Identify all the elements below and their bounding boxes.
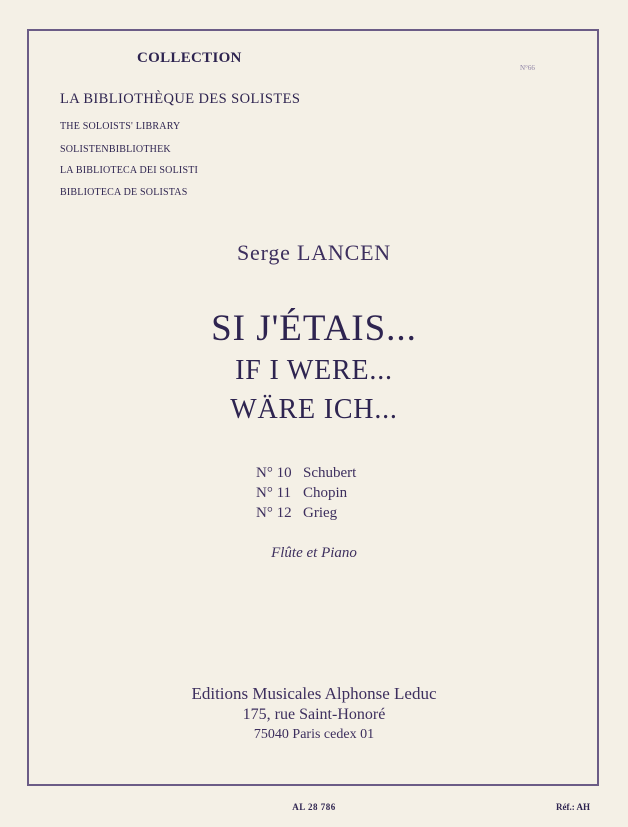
series-translation-es: BIBLIOTECA DE SOLISTAS: [60, 187, 188, 198]
list-item: [256, 463, 356, 483]
piece-number: N° 12: [256, 505, 292, 521]
series-title: LA BIBLIOTHÈQUE DES SOLISTES: [60, 91, 301, 107]
collection-label: COLLECTION: [137, 50, 242, 66]
instrumentation: Flûte et Piano: [271, 545, 357, 561]
piece-name: Grieg: [303, 505, 338, 521]
title-english: IF I WERE...: [235, 355, 393, 386]
series-translation-en: THE SOLOISTS' LIBRARY: [60, 121, 181, 132]
edition-number: N°66: [520, 64, 535, 72]
publisher-block: [0, 683, 628, 744]
publisher-address: 175, rue Saint-Honoré: [242, 706, 386, 723]
series-translation-de: SOLISTENBIBLIOTHEK: [60, 144, 171, 155]
piece-number: N° 10: [256, 465, 292, 481]
series-translation-it: LA BIBLIOTECA DEI SOLISTI: [60, 165, 199, 176]
composer-name: Serge LANCEN: [236, 240, 391, 265]
piece-name: Chopin: [303, 485, 348, 501]
catalog-number: AL 28 786: [292, 802, 336, 812]
piece-name: Schubert: [303, 465, 357, 481]
reference-code: Réf.: AH: [556, 802, 590, 812]
piece-list: [256, 463, 356, 523]
list-item: [256, 483, 356, 503]
piece-number: N° 11: [256, 485, 292, 501]
title-german: WÄRE ICH...: [230, 394, 398, 425]
publisher-city: 75040 Paris cedex 01: [253, 727, 375, 742]
publisher-name: Editions Musicales Alphonse Leduc: [191, 684, 437, 703]
title-french: SI J'ÉTAIS...: [211, 308, 417, 349]
list-item: [256, 503, 356, 523]
